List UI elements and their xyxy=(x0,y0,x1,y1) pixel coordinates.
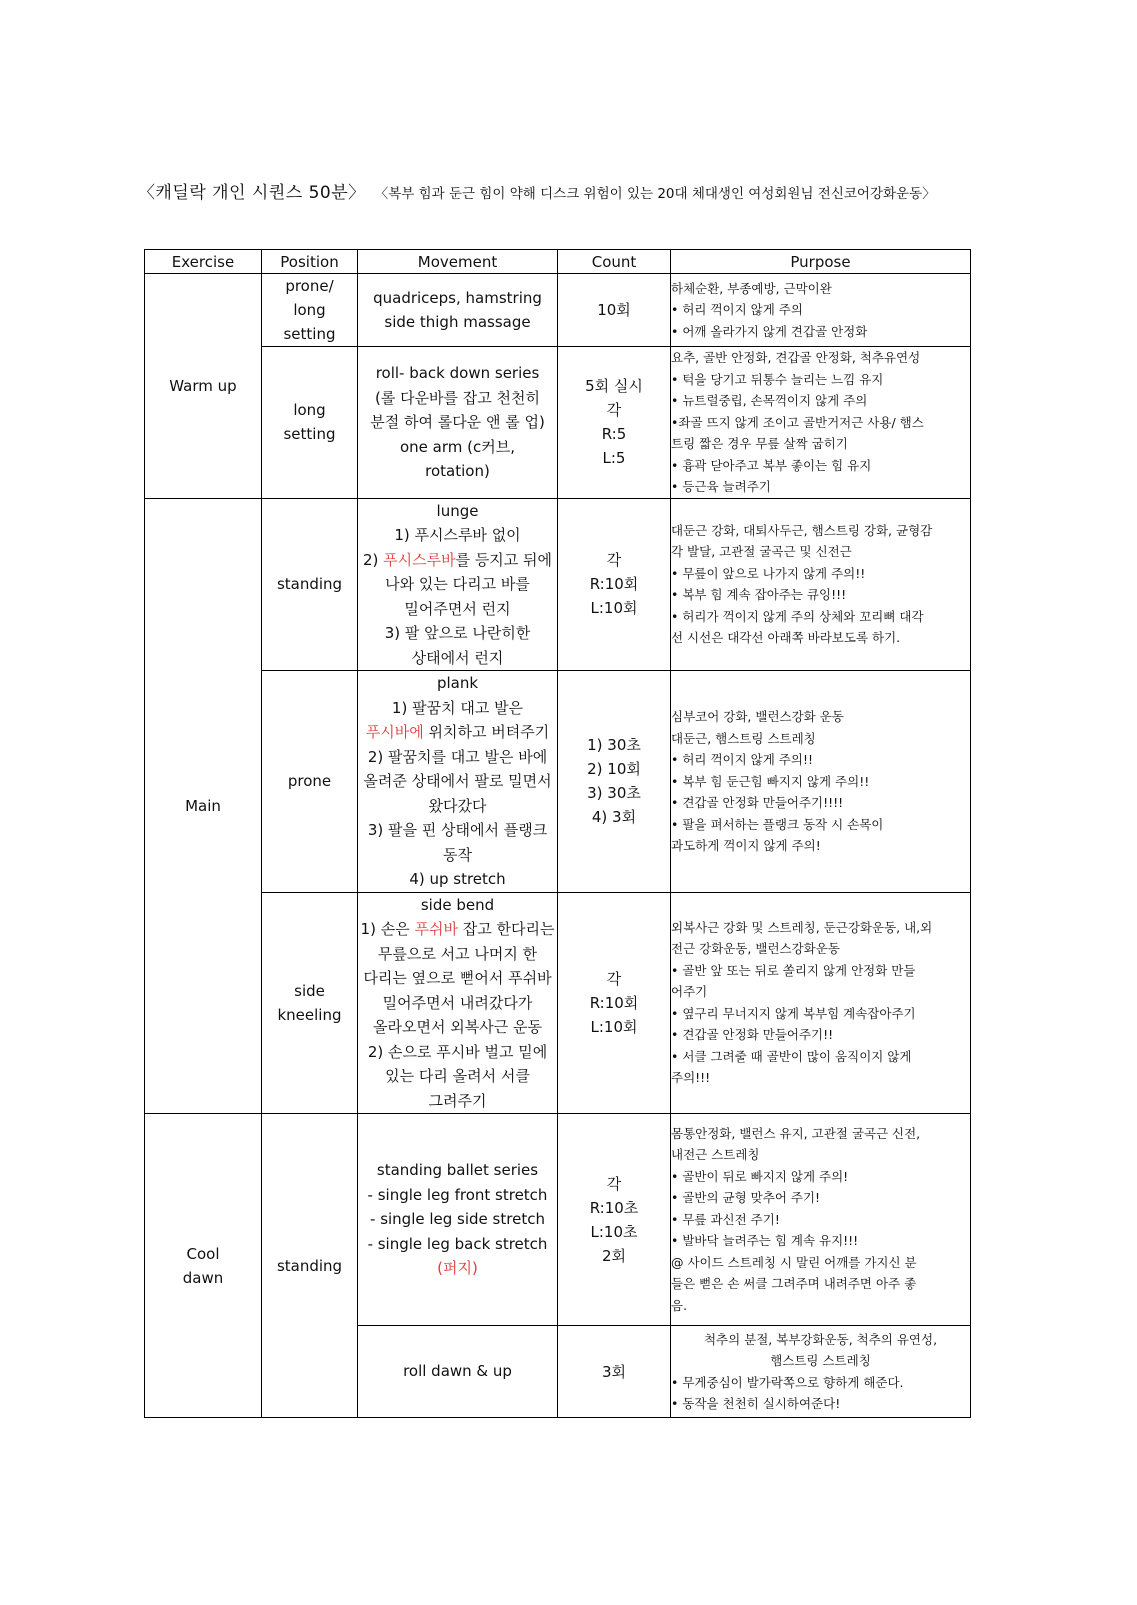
header-position: Position xyxy=(262,250,358,274)
position-cell: standing xyxy=(262,498,358,671)
table-row xyxy=(145,274,971,347)
exercise-main: Main xyxy=(145,498,262,1114)
header-count: Count xyxy=(558,250,671,274)
table-row xyxy=(145,892,971,1114)
movement-cell: plank 1) 팔꿈치 대고 발은 푸시바에 위치하고 버텨주기 2) 팔꿈치를 대고 발은 바에 올려준 상태에서 팔로 밀면서 왔다갔다 3) 팔을 핀 상태에서 플랭크 동작 4) up stretch xyxy=(358,671,558,893)
table-row xyxy=(145,1114,971,1326)
count-cell: 1) 30초 2) 10회 3) 30초 4) 3회 xyxy=(558,671,671,893)
sequence-table xyxy=(144,249,971,1418)
movement-cell: side bend 1) 손은 푸쉬바 잡고 한다리는 무릎으로 서고 나머지 한 다리는 옆으로 뻗어서 푸쉬바 밀어주면서 내려갔다가 올라오면서 외복사근 운동 2) 손으로 푸시바 벌고 밑에 있는 다리 올려서 서클 그려주기 xyxy=(358,892,558,1114)
exercise-cool-dawn: Cool dawn xyxy=(145,1114,262,1418)
purpose-cell: 척추의 분절, 복부강화운동, 척추의 유연성, 햄스트링 스트레칭 • 무게중심이 발가락쪽으로 향하게 해준다. • 동작을 천천히 실시하여준다! xyxy=(671,1326,971,1418)
equipment-highlight: 푸쉬바 xyxy=(414,920,458,938)
movement-cell: standing ballet series - single leg front stretch - single leg side stretch - single leg back stretch (퍼지) xyxy=(358,1114,558,1326)
movement-cell: quadriceps, hamstring side thigh massage xyxy=(358,274,558,347)
count-cell: 각 R:10회 L:10회 xyxy=(558,892,671,1114)
count-cell: 10회 xyxy=(558,274,671,347)
position-cell: prone xyxy=(262,671,358,893)
table-row xyxy=(145,671,971,893)
purpose-cell: 하체순환, 부종예방, 근막이완 • 허리 꺽이지 않게 주의 • 어깨 올라가지 않게 견갑골 안정화 xyxy=(671,274,971,347)
equipment-highlight: (퍼지) xyxy=(437,1259,478,1278)
table-header-row xyxy=(145,250,971,274)
position-cell: prone/ long setting xyxy=(262,274,358,347)
purpose-cell: 심부코어 강화, 밸런스강화 운동 대둔근, 햄스트링 스트레칭 • 허리 꺽이지 않게 주의!! • 복부 힘 둔근힘 빠지지 않게 주의!! • 견갑골 안정화 만들어주기!!!! • 팔을 펴서하는 플랭크 동작 시 손목이 과도하게 꺽이지 않게 주의! xyxy=(671,671,971,893)
header-movement: Movement xyxy=(358,250,558,274)
purpose-cell: 요추, 골반 안정화, 견갑골 안정화, 척추유연성 • 턱을 당기고 뒤통수 늘리는 느낌 유지 • 뉴트럴중립, 손목꺽이지 않게 주의 •좌골 뜨지 않게 조이고 골반거저근 사용/ 햄스 트링 짧은 경우 무릎 살짝 굽히기 • 흉곽 닫아주고 복부 좋이는 힘 유지 • 등근육 늘려주기 xyxy=(671,347,971,499)
position-cell: side kneeling xyxy=(262,892,358,1114)
purpose-cell: 대둔근 강화, 대퇴사두근, 햄스트링 강화, 균형감 각 발달, 고관절 굴곡근 및 신전근 • 무릎이 앞으로 나가지 않게 주의!! • 복부 힘 계속 잡아주는 큐잉!!! • 허리가 꺽이지 않게 주의 상체와 꼬리뼈 대각 선 시선은 대각선 아래쪽 바라보도록 하기. xyxy=(671,498,971,671)
movement-cell: roll- back down series (롤 다운바를 잡고 천천히 분절 하여 롤다운 앤 롤 업) one arm (c커브, rotation) xyxy=(358,347,558,499)
header-purpose: Purpose xyxy=(671,250,971,274)
count-cell: 5회 실시 각 R:5 L:5 xyxy=(558,347,671,499)
position-cell: long setting xyxy=(262,347,358,499)
exercise-warm-up: Warm up xyxy=(145,274,262,499)
movement-cell: lunge 1) 푸시스루바 없이 2) 푸시스루바를 등지고 뒤에 나와 있는 다리고 바를 밀어주면서 런지 3) 팔 앞으로 나란히한 상태에서 런지 xyxy=(358,498,558,671)
position-cell: standing xyxy=(262,1114,358,1418)
equipment-highlight: 푸시바에 xyxy=(365,723,424,741)
equipment-highlight: 푸시스루바 xyxy=(383,550,456,569)
movement-cell: roll dawn & up xyxy=(358,1326,558,1418)
count-cell: 각 R:10초 L:10초 2회 xyxy=(558,1114,671,1326)
title-main: 〈캐딜락 개인 시퀀스 50분〉 xyxy=(138,183,366,203)
purpose-cell: 외복사근 강화 및 스트레칭, 둔근강화운동, 내,외 전근 강화운동, 밸런스강화운동 • 골반 앞 또는 뒤로 쏠리지 않게 안정화 만들 어주기 • 옆구리 무너지지 않게 복부힘 계속잡아주기 • 견갑골 안정화 만들어주기!! • 서클 그려줄 때 골반이 많이 움직이지 않게 주의!!! xyxy=(671,892,971,1114)
count-cell: 각 R:10회 L:10회 xyxy=(558,498,671,671)
table-row xyxy=(145,498,971,671)
header-exercise: Exercise xyxy=(145,250,262,274)
title-subtitle: 〈복부 힘과 둔근 힘이 약해 디스크 위험이 있는 20대 체대생인 여성회원님 전신코어강화운동〉 xyxy=(374,186,936,202)
purpose-cell: 몸통안정화, 밸런스 유지, 고관절 굴곡근 신전, 내전근 스트레칭 • 골반이 뒤로 빠지지 않게 주의! • 골반의 균형 맞추어 주기! • 무릎 과신전 주기! • 발바닥 늘려주는 힘 계속 유지!!! @ 사이드 스트레칭 시 말린 어깨를 가지신 분 들은 뻗은 손 써클 그려주며 내려주면 아주 좋 음. xyxy=(671,1114,971,1326)
document-title xyxy=(138,178,1038,203)
table-row xyxy=(145,347,971,499)
count-cell: 3회 xyxy=(558,1326,671,1418)
